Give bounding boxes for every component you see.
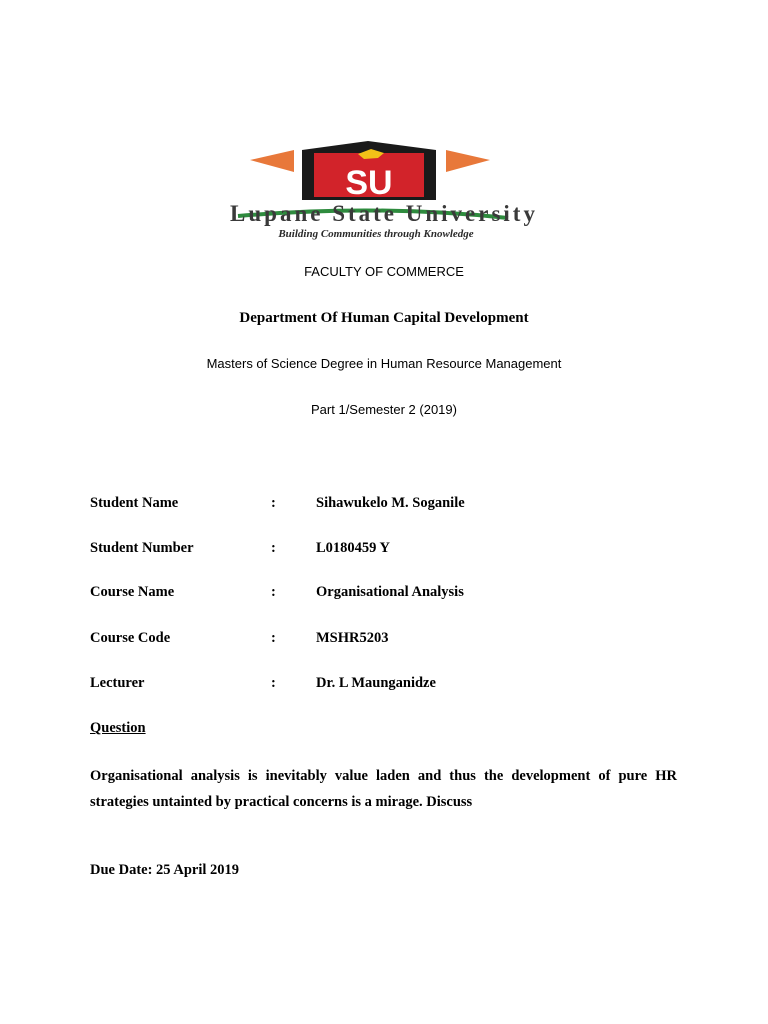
student-number-row xyxy=(90,540,690,562)
course-code-label: Course Code xyxy=(90,630,171,646)
question-text: Organisational analysis is inevitably value laden and thus the development of pure HR strategies untainted by practical concerns is a mirage. Discuss xyxy=(90,768,677,810)
lecturer-separator: : xyxy=(271,675,276,691)
part-semester-heading: Part 1/Semester 2 (2019) xyxy=(311,402,457,417)
university-logo xyxy=(88,138,680,242)
logo-initials: SU xyxy=(345,164,393,202)
course-name-row xyxy=(90,584,690,606)
student-name-value: Sihawukelo M. Soganile xyxy=(316,495,465,511)
right-arrow-icon xyxy=(446,150,490,172)
course-code-value: MSHR5203 xyxy=(316,630,389,646)
student-number-label: Student Number xyxy=(90,540,194,556)
due-date: Due Date: 25 April 2019 xyxy=(90,862,240,878)
student-name-separator: : xyxy=(271,495,276,511)
question-heading: Question xyxy=(90,720,146,736)
course-name-value: Organisational Analysis xyxy=(316,584,464,600)
lecturer-value: Dr. L Maunganidze xyxy=(316,675,436,691)
department-heading: Department Of Human Capital Development xyxy=(239,310,529,326)
student-number-value: L0180459 Y xyxy=(316,540,390,556)
lecturer-row xyxy=(90,675,690,697)
course-name-label: Course Name xyxy=(90,584,175,600)
course-code-row xyxy=(90,630,690,652)
left-arrow-icon xyxy=(250,150,294,172)
student-name-label: Student Name xyxy=(90,495,179,511)
course-name-separator: : xyxy=(271,584,276,600)
degree-heading: Masters of Science Degree in Human Resource Management xyxy=(206,356,562,371)
course-code-separator: : xyxy=(271,630,276,646)
student-number-separator: : xyxy=(271,540,276,556)
student-name-row xyxy=(90,495,690,517)
logo-motto: Building Communities through Knowledge xyxy=(278,228,474,240)
logo-university-name: Lupane State University xyxy=(230,201,538,226)
faculty-heading: FACULTY OF COMMERCE xyxy=(304,264,464,279)
lecturer-label: Lecturer xyxy=(90,675,145,691)
